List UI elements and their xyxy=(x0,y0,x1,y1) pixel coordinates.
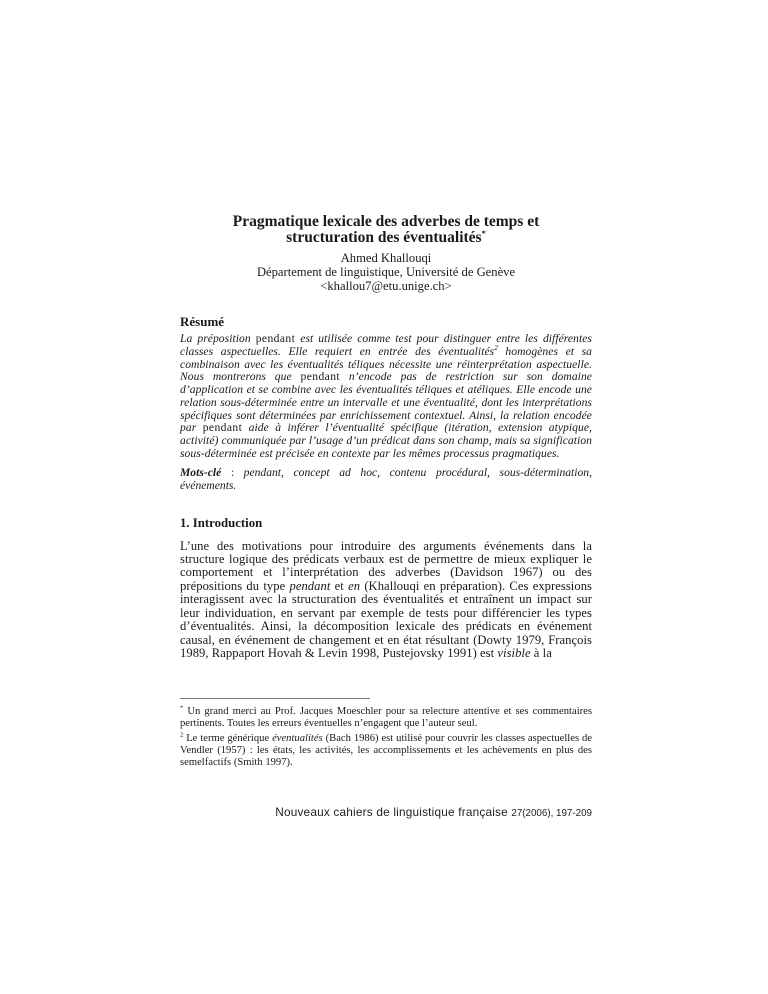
footnote-star: * Un grand merci au Prof. Jacques Moeschler pour sa relecture attentive et ses commentaires pertinents. Toutes les erreurs éventuelles n’engagent que l’auteur seul. xyxy=(180,704,592,730)
journal-issue-pages: 27(2006), 197-209 xyxy=(511,808,592,819)
footnote-2: $^2$ Le terme générique éventualités (Bach 1986) est utilisé pour couvrir les classes aspectuelles de Vendler (1957) : les états, les activités, les accomplissements et les achèvements en plus des semelfactifs (Smith 1997). xyxy=(180,731,593,769)
introduction-paragraph: L’une des motivations pour introduire des arguments événements dans la structure logique des prédicats verbaux est de permettre de mieux expliquer le comportement et l’interprétation des adverbes (Davidson 1967) ou des prépositions du type pendant et en (Khallouqi en préparation). Ces expressions interagissent avec la structuration des éventualités et entraînent un impact sur leur individuation, en servant par exemple de tests pour différencier les types d’éventualités. Ainsi, la décomposition lexicale des prédicats en événement causal, en événement de changement et en état résultant (Dowty 1979, François 1989, Rappaport Hovah & Levin 1998, Pustejovsky 1991) est visible à la xyxy=(180,538,593,661)
text-block xyxy=(180,214,592,661)
abstract-heading: Résumé xyxy=(180,314,225,329)
journal-name: Nouveaux cahiers de linguistique française xyxy=(275,805,512,819)
journal-footer xyxy=(180,803,592,821)
author-name: Ahmed Khallouqi xyxy=(340,251,432,265)
affiliation: Département de linguistique, Université de Genève xyxy=(256,265,516,279)
author-email: <khallou7@etu.unige.ch> xyxy=(320,279,452,293)
keywords-line: Mots-clé : pendant, concept ad hoc, contenu procédural, sous-détermination, événements. xyxy=(180,465,592,492)
paper-title-text: Pragmatique lexicale des adverbes de temps et structuration des éventualités xyxy=(232,213,540,246)
footnote-separator-rule xyxy=(180,698,370,699)
footnotes-area xyxy=(180,698,592,772)
title-footnote-marker: * xyxy=(481,227,486,238)
abstract-body: La préposition pendant est utilisée comme test pour distinguer entre les différentes classes aspectuelles. Elle requiert en entrée des éventualités$^2$ homogènes et sa combinaison avec les éventualités téliques nécessite une réinterprétation aspectuelle. Nous montrerons que pendant n’encode pas de restriction sur son domaine d’application et se combine avec les éventualités téliques et atéliques. Elle encode une relation sous-déterminée entre un intervalle et une éventualité, dont les interprétations spécifiques sont déterminées par enrichissement contextuel. Ainsi, la relation encodée par pendant aide à inférer l’éventualité spécifique (itération, extension atypique, activité) communiquée par l’usage d’un prédicat dans son champ, mais sa signification sous-déterminée est précisée en contexte par les mêmes processus pragmatiques. xyxy=(180,332,592,460)
paper-title xyxy=(196,214,576,246)
section-heading-introduction: 1. Introduction xyxy=(180,515,263,530)
